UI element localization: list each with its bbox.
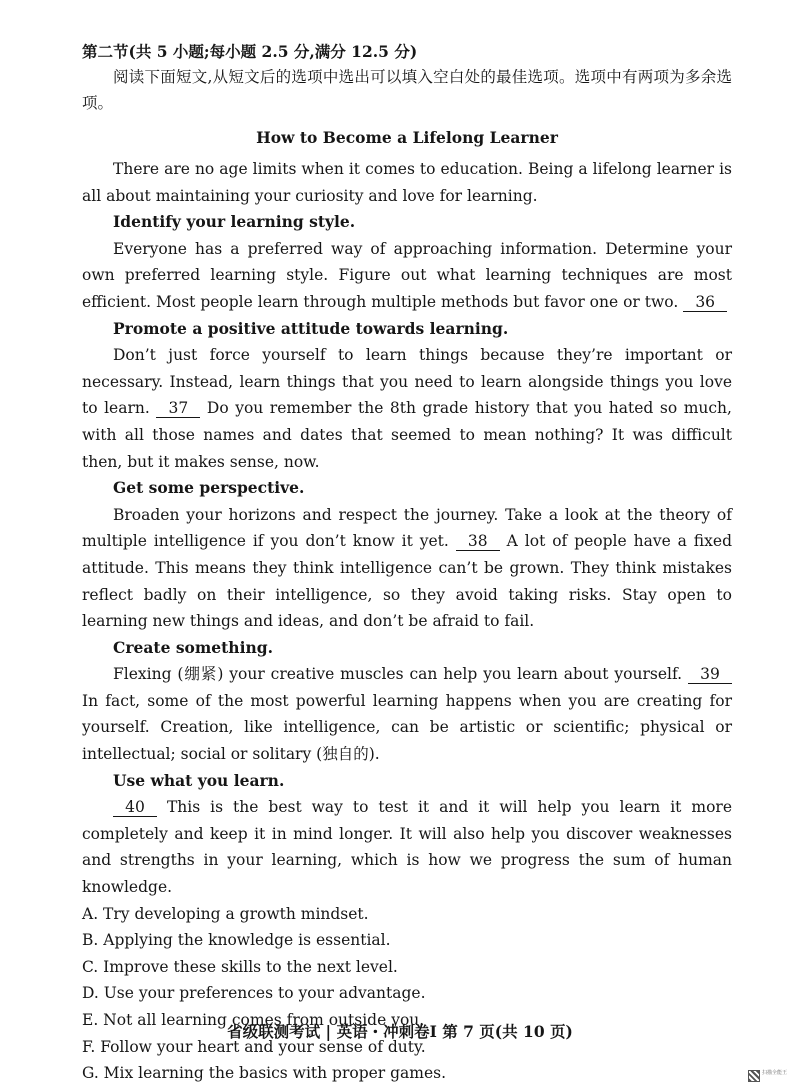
answer-options: [82, 901, 732, 1087]
subheading-perspective: Get some perspective.: [113, 478, 305, 498]
blank-37: 37: [156, 399, 200, 418]
option-b: B. Applying the knowledge is essential.: [82, 931, 391, 950]
qr-code-icon: [748, 1070, 760, 1082]
subheading-create: Create something.: [113, 637, 273, 657]
option-a: A. Try developing a growth mindset.: [82, 904, 369, 923]
paragraph-perspective: [82, 502, 732, 635]
page-footer: 省级联测考试 | 英语・冲刺卷Ⅰ 第 7 页(共 10 页): [227, 1022, 573, 1041]
blank-36: 36: [683, 293, 727, 312]
option-e: E. Not all learning comes from outside you.: [82, 1011, 425, 1029]
paragraph-positive-attitude: [82, 342, 732, 475]
section-instruction: 阅读下面短文,从短文后的选项中选出可以填入空白处的最佳选项。选项中有两项为多余选项。: [82, 68, 732, 112]
paragraph-use: [82, 794, 732, 900]
option-f: F. Follow your heart and your sense of duty.: [82, 1037, 426, 1056]
paragraph-text: Flexing (绷紧) your creative muscles can help you learn about yourself.: [113, 665, 683, 684]
paragraph-text: Don’t just force yourself to learn things because they’re important or necessary. Instead, learn things that you need to learn alongside things you love to learn.: [82, 346, 732, 418]
blank-39: 39: [688, 665, 732, 684]
blank-40: 40: [113, 798, 157, 817]
subheading-use: Use what you learn.: [113, 770, 285, 790]
subheading-learning-style: Identify your learning style.: [113, 212, 356, 232]
option-g: G. Mix learning the basics with proper games.: [82, 1064, 447, 1083]
blank-38: 38: [456, 532, 500, 551]
paragraph-text: Broaden your horizons and respect the journey. Take a look at the theory of multiple intelligence if you don’t know it yet.: [82, 505, 732, 551]
intro-paragraph: There are no age limits when it comes to education. Being a lifelong learner is all about maintaining your curiosity and love for learning.: [82, 160, 732, 205]
paragraph-create: [82, 661, 732, 767]
scanner-watermark: 扫描全能王: [762, 1070, 788, 1076]
paragraph-text: Do you remember the 8th grade history that you hated so much, with all those names and dates that seemed to mean nothing? It was difficult then, but it makes sense, now.: [82, 399, 732, 471]
paragraph-text: In fact, some of the most powerful learning happens when you are creating for yourself. Creation, like intelligence, can be artistic or scientific; physical or intellectual; social or solitary (独自的).: [82, 691, 732, 764]
article-title: How to Become a Lifelong Learner: [256, 128, 558, 147]
exam-page: [82, 40, 732, 1087]
paragraph-text: A lot of people have a fixed attitude. This means they think intelligence can’t be grown. They think mistakes reflect badly on their intelligence, so they avoid taking risks. Stay open to learning new things and ideas, and don’t be afraid to fail.: [82, 532, 732, 631]
option-c: C. Improve these skills to the next level.: [82, 957, 398, 976]
option-d: D. Use your preferences to your advantage.: [82, 984, 426, 1003]
paragraph-text: This is the best way to test it and it will help you learn it more completely and keep it in mind longer. It will also help you discover weaknesses and strengths in your learning, which is how we progress the sum of human knowledge.: [82, 798, 732, 897]
paragraph-learning-style: [82, 236, 732, 316]
subheading-positive-attitude: Promote a positive attitude towards learning.: [113, 318, 509, 338]
paragraph-text: Everyone has a preferred way of approaching information. Determine your own preferred learning style. Figure out what learning techniques are most efficient. Most people learn through multiple methods but favor one or two.: [82, 239, 732, 311]
section-heading: 第二节(共 5 小题;每小题 2.5 分,满分 12.5 分): [82, 42, 418, 61]
